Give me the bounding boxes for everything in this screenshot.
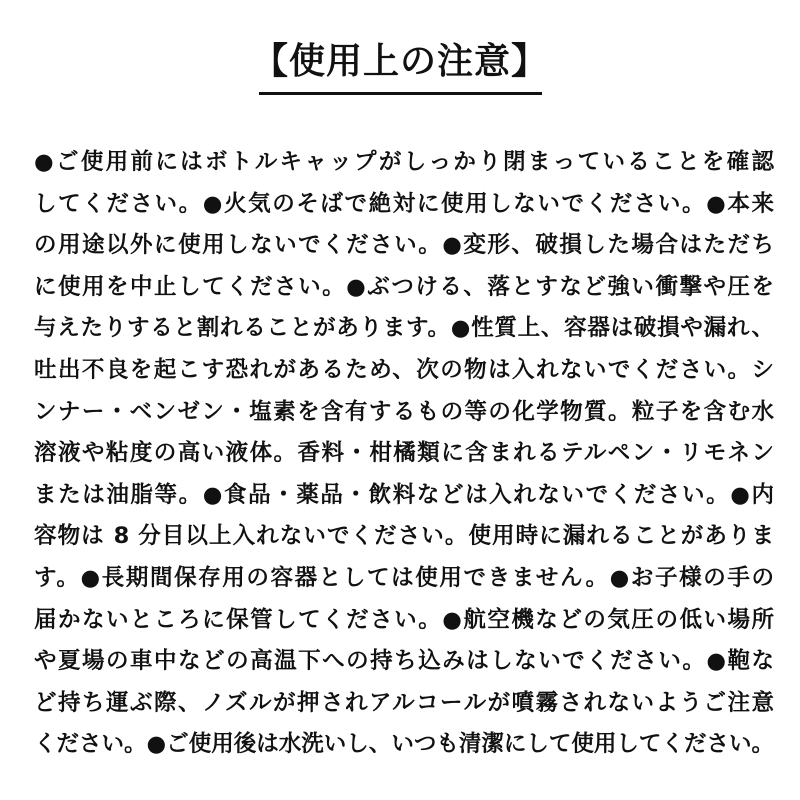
- text-line: の用途以外に使用しないでください。●変形、破損した場合はただち: [34, 232, 774, 259]
- text-line: ど持ち運ぶ際、ノズルが押されアルコールが噴霧されないようご注意: [34, 689, 774, 716]
- text-line: ●ご使用前にはボトルキャップがしっかり閉まっていることを確認: [34, 149, 774, 175]
- title-underline: [259, 92, 542, 95]
- text-line: ンナー・ベンゼン・塩素を含有するもの等の化学物質。粒子を含む水: [34, 398, 774, 425]
- text-line: 容物は 8 分目以上入れないでください。使用時に漏れることがありま: [34, 523, 774, 550]
- text-line: 吐出不良を起こす恐れがあるため、次の物は入れないでください。シ: [34, 356, 774, 383]
- text-line: ください。●ご使用後は水洗いし、いつも清潔にして使用してください。: [34, 731, 774, 758]
- page-title: 【使用上の注意】: [251, 41, 548, 82]
- text-line: に使用を中止してください。●ぶつける、落とすなど強い衝撃や圧を: [34, 273, 774, 300]
- caution-text: [34, 142, 774, 766]
- text-line: 溶液や粘度の高い液体。香料・柑橘類に含まれるテルペン・リモネン: [34, 440, 774, 467]
- title-area: [0, 38, 800, 86]
- text-line: してください。●火気のそばで絶対に使用しないでください。●本来: [34, 190, 774, 217]
- text-line: や夏場の車中などの高温下への持ち込みはしないでください。●鞄な: [34, 648, 774, 675]
- text-line: す。●長期間保存用の容器としては使用できません。●お子様の手の: [34, 564, 774, 591]
- text-line: 届かないところに保管してください。●航空機などの気圧の低い場所: [34, 606, 774, 633]
- text-line: 与えたりすると割れることがあります。●性質上、容器は破損や漏れ、: [34, 315, 774, 342]
- text-line: または油脂等。●食品・薬品・飲料などは入れないでください。●内: [34, 481, 774, 508]
